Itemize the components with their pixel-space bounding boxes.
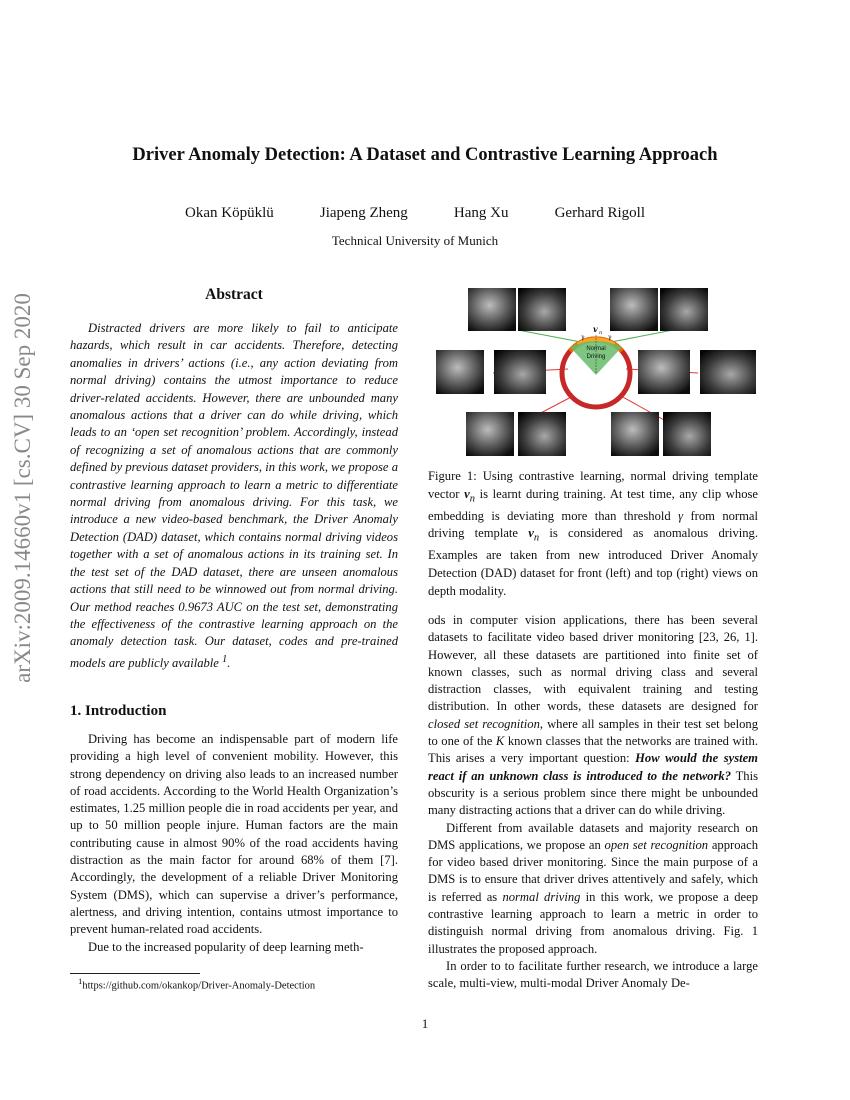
paragraph: In order to to facilitate further research, we introduce a large scale, multi-view, multi-modal Driver Anomaly De- (428, 958, 758, 991)
normal-label-1: Normal (586, 346, 606, 352)
abstract-text: Distracted drivers are more likely to fail to anticipate hazards, which result in car accidents. Therefore, detecting anomalies in drivers’ actions (i.e., any action deviating from normal driving) contains the utmost importance to reduce driver-related accidents. However, there are unbounded many anomalous actions that a driver can do while driving, which leads to an ‘open set recognition’ problem. Accordingly, instead of recognizing a set of anomalous actions that are commonly defined by previous dataset providers, in this work, we propose a contrastive learning approach to learn a metric to differentiate normal driving from anomalous driving. For this task, we introduce a new video-based benchmark, the Driver Anomaly Detection (DAD) dataset, which contains normal driving videos together with a set of anomalous actions in its training set. In the test set of the DAD dataset, there are unseen anomalous actions that still need to be winnowed out from normal driving. Our method reaches 0.9673 AUC on the test set, demonstrating the effectiveness of the contrastive learning approach on the anomaly detection task. Our dataset, codes and pre-trained models are publicly available $^1$. (70, 321, 398, 670)
paper-title: Driver Anomaly Detection: A Dataset and Contrastive Learning Approach (132, 145, 718, 165)
affiliation: Technical University of Munich (331, 233, 499, 248)
depth-image-pair-normal-top (610, 288, 708, 331)
footnote: $^1$https://github.com/okankop/Driver-Anomaly-Detection (78, 976, 316, 992)
figure-1 (428, 283, 768, 463)
paragraph: ods in computer vision applications, there has been several datasets to facilitate video based driver monitoring [23, 26, 1]. However, all these datasets are partitioned into finite set of known classes, such as normal driving class and several distraction classes, with equivalent training and testing distribution. In other words, these datasets are designed for closed set recognition, where all samples in their test set belong to one of the K known classes that the networks are trained with. This arises a very important question: How would the system react if an unknown class is introduced to the network? This obscurity is a serious problem since there might be unbounded many distracting actions that a driver can do while driving. (428, 613, 759, 818)
introduction-text (70, 731, 398, 956)
author: Hang Xu (453, 205, 509, 221)
author-list (185, 205, 645, 222)
footnote-mark: 1 (222, 653, 228, 665)
figure-1-caption: Figure 1: Using contrastive learning, normal driving template vector $v_n$ is learnt during training. At test time, any clip whose embedding is deviating more than threshold γ from normal driving template $v_n$ is considered as anomalous driving. Examples are taken from new introduced Driver Anomaly Detection (DAD) dataset for front (left) and top (right) views on depth modality. (428, 469, 759, 598)
page-number: 1 (421, 1017, 429, 1031)
normal-label-2: Driving (586, 354, 606, 360)
template-vector-subscript: n (599, 330, 603, 336)
depth-image-pair-anomaly-bottom-left (466, 412, 566, 456)
arxiv-id-text: arXiv:2009.14660v1 [cs.CV] 30 Sep 2020 (10, 292, 35, 683)
footnote-rule (70, 973, 200, 974)
author: Okan Köpüklü (185, 205, 274, 221)
threshold-label-left: γ (581, 334, 585, 341)
section-heading-introduction: 1. Introduction (70, 703, 167, 719)
author: Jiapeng Zheng (319, 205, 408, 221)
right-column-text (428, 612, 758, 993)
abstract-heading: Abstract (205, 286, 263, 303)
depth-image-pair-anomaly-left (436, 350, 546, 394)
depth-image-pair-anomaly-right (638, 350, 756, 394)
threshold-label-right: γ (608, 334, 612, 341)
author: Gerhard Rigoll (554, 205, 645, 221)
arxiv-identifier (6, 292, 40, 683)
paragraph: Driving has become an indispensable part of modern life providing a high level of convenient mobility. However, this strong dependency on driving also leads to an increased number of road accidents. According to the World Health Organization’s estimates, 1.25 million people die in road accidents per year, and up to 50 million people injure. Human factors are the main contributing cause in almost 90% of the road accidents having distraction as the main factor for around 68% of them [7]. Accordingly, the development of a reliable Driver Monitoring System (DMS), which can supervise a driver’s performance, alertness, and driving intention, contains utmost importance to prevent human-related road accidents. (70, 732, 398, 937)
paragraph: Different from available datasets and majority research on DMS applications, we propose an open set recognition approach for video based driver monitoring. Since the main purpose of a DMS is to ensure that driver drives attentively and safely, which is referred as normal driving in this work, we propose a deep contrastive learning approach to learn a metric in order to distinguish normal driving from anomalous driving. Fig. 1 illustrates the proposed approach. (428, 820, 758, 956)
footnote-url[interactable]: https://github.com/okankop/Driver-Anomaly-Detection (82, 980, 316, 992)
depth-image-pair-normal-front (468, 288, 566, 331)
figure-1-diagram (428, 283, 768, 463)
paragraph: Due to the increased popularity of deep learning meth- (88, 939, 364, 954)
embedding-circle (562, 324, 630, 407)
template-vector-label: v (593, 324, 598, 334)
